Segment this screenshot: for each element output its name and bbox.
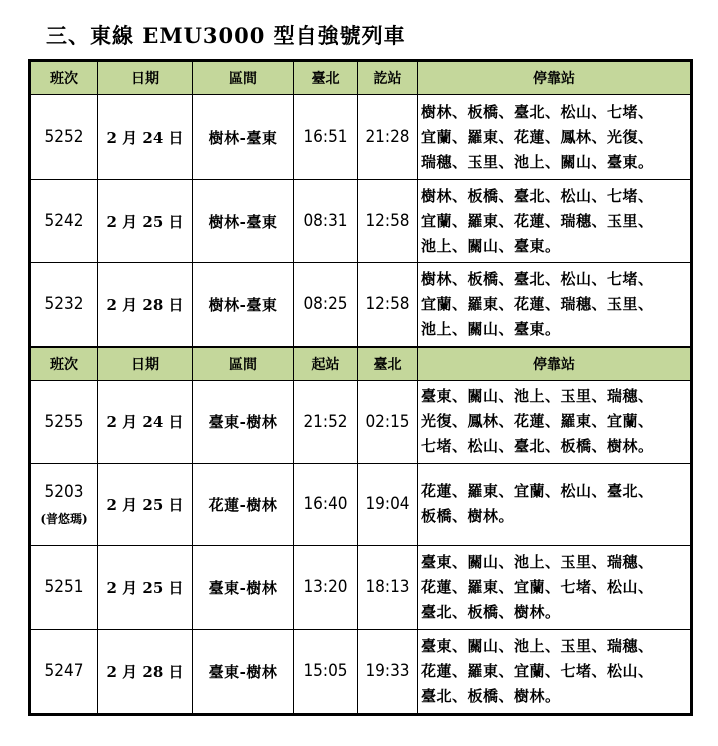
train-number: 5255 — [44, 411, 84, 432]
time-cell: 16:51 — [294, 95, 358, 180]
stops-cell — [418, 380, 692, 463]
table-row — [30, 95, 692, 180]
table-row — [30, 545, 692, 629]
stops-line: 光復、鳳林、花蓮、羅東、宜蘭、 — [421, 412, 654, 430]
stops-line: 板橋、樹林。 — [421, 507, 515, 525]
time-cell: 18:13 — [358, 545, 418, 629]
stops-line: 宜蘭、羅東、花蓮、瑞穗、玉里、 — [421, 211, 654, 230]
col-train: 班次 — [30, 347, 98, 381]
time-cell: 08:25 — [294, 263, 358, 347]
stops-cell — [418, 545, 692, 629]
col-stops: 停靠站 — [418, 61, 692, 95]
time-cell: 12:58 — [358, 263, 418, 347]
stops-line: 瑞穗、玉里、池上、關山、臺東。 — [421, 152, 654, 171]
stops-line: 花蓮、羅東、宜蘭、松山、臺北、 — [421, 482, 654, 500]
stops-line: 臺北、板橋、樹林。 — [421, 602, 561, 621]
time-cell: 08:31 — [294, 180, 358, 263]
train-number-cell — [30, 95, 98, 180]
time-cell: 19:04 — [358, 463, 418, 545]
train-number: 5247 — [44, 661, 84, 681]
time-cell: 16:40 — [294, 463, 358, 545]
col-time2: 訖站 — [358, 61, 418, 95]
stops-line: 樹林、板橋、臺北、松山、七堵、 — [421, 269, 654, 288]
timetable-body — [30, 61, 692, 715]
train-number: 5232 — [44, 294, 84, 315]
train-type-note: (普悠瑪) — [40, 511, 88, 526]
route-cell: 臺東-樹林 — [193, 545, 294, 629]
stops-line: 樹林、板橋、臺北、松山、七堵、 — [421, 102, 654, 121]
date-cell: 2 月 24 日 — [98, 380, 193, 463]
stops-line: 花蓮、羅東、宜蘭、七堵、松山、 — [421, 577, 654, 596]
train-number-cell — [30, 263, 98, 347]
section-title: 三、東線 EMU3000 型自強號列車 — [46, 23, 406, 48]
table-row — [30, 463, 692, 545]
time-cell: 21:28 — [358, 95, 418, 180]
date-cell: 2 月 28 日 — [98, 629, 193, 714]
stops-cell — [418, 629, 692, 714]
time-cell: 15:05 — [294, 629, 358, 714]
time-cell: 02:15 — [358, 380, 418, 463]
table-row — [30, 629, 692, 714]
table-row — [30, 180, 692, 263]
route-cell: 臺東-樹林 — [193, 380, 294, 463]
date-cell: 2 月 25 日 — [98, 545, 193, 629]
stops-line: 樹林、板橋、臺北、松山、七堵、 — [421, 186, 654, 205]
col-time2: 臺北 — [358, 347, 418, 381]
table-row — [30, 380, 692, 463]
route-cell: 花蓮-樹林 — [193, 463, 294, 545]
train-number-cell — [30, 463, 98, 545]
date-cell: 2 月 24 日 — [98, 95, 193, 180]
route-cell: 樹林-臺東 — [193, 95, 294, 180]
train-number: 5252 — [44, 127, 84, 147]
train-number-cell — [30, 545, 98, 629]
stops-line: 臺東、關山、池上、玉里、瑞穗、 — [421, 552, 654, 571]
stops-cell — [418, 95, 692, 180]
time-cell: 13:20 — [294, 545, 358, 629]
col-stops: 停靠站 — [418, 347, 692, 381]
train-number-cell — [30, 629, 98, 714]
col-date: 日期 — [98, 347, 193, 381]
time-cell: 21:52 — [294, 380, 358, 463]
train-number: 5251 — [44, 577, 84, 597]
col-time1: 臺北 — [294, 61, 358, 95]
stops-line: 花蓮、羅東、宜蘭、七堵、松山、 — [421, 661, 654, 680]
stops-line: 臺東、關山、池上、玉里、瑞穗、 — [421, 636, 654, 655]
train-number-cell — [30, 380, 98, 463]
date-cell: 2 月 28 日 — [98, 263, 193, 347]
stops-line: 七堵、松山、臺北、板橋、樹林。 — [421, 437, 654, 455]
route-cell: 樹林-臺東 — [193, 263, 294, 347]
date-cell: 2 月 25 日 — [98, 463, 193, 545]
train-number: 5242 — [44, 211, 84, 231]
stops-line: 池上、關山、臺東。 — [421, 319, 561, 338]
stops-line: 臺東、關山、池上、玉里、瑞穗、 — [421, 387, 654, 405]
stops-line: 宜蘭、羅東、花蓮、瑞穗、玉里、 — [421, 294, 654, 313]
route-cell: 臺東-樹林 — [193, 629, 294, 714]
table-row — [30, 263, 692, 347]
train-number-cell — [30, 180, 98, 263]
stops-line: 宜蘭、羅東、花蓮、鳳林、光復、 — [421, 127, 654, 146]
header-row-2 — [30, 347, 692, 381]
timetable — [28, 59, 693, 716]
col-time1: 起站 — [294, 347, 358, 381]
stops-line: 臺北、板橋、樹林。 — [421, 686, 561, 705]
col-route: 區間 — [193, 347, 294, 381]
date-cell: 2 月 25 日 — [98, 180, 193, 263]
header-row-1 — [30, 61, 692, 95]
col-date: 日期 — [98, 61, 193, 95]
stops-cell — [418, 263, 692, 347]
col-route: 區間 — [193, 61, 294, 95]
time-cell: 19:33 — [358, 629, 418, 714]
stops-cell — [418, 463, 692, 545]
train-number: 5203 — [44, 481, 84, 502]
stops-line: 池上、關山、臺東。 — [421, 236, 561, 255]
route-cell: 樹林-臺東 — [193, 180, 294, 263]
col-train: 班次 — [30, 61, 98, 95]
stops-cell — [418, 180, 692, 263]
time-cell: 12:58 — [358, 180, 418, 263]
